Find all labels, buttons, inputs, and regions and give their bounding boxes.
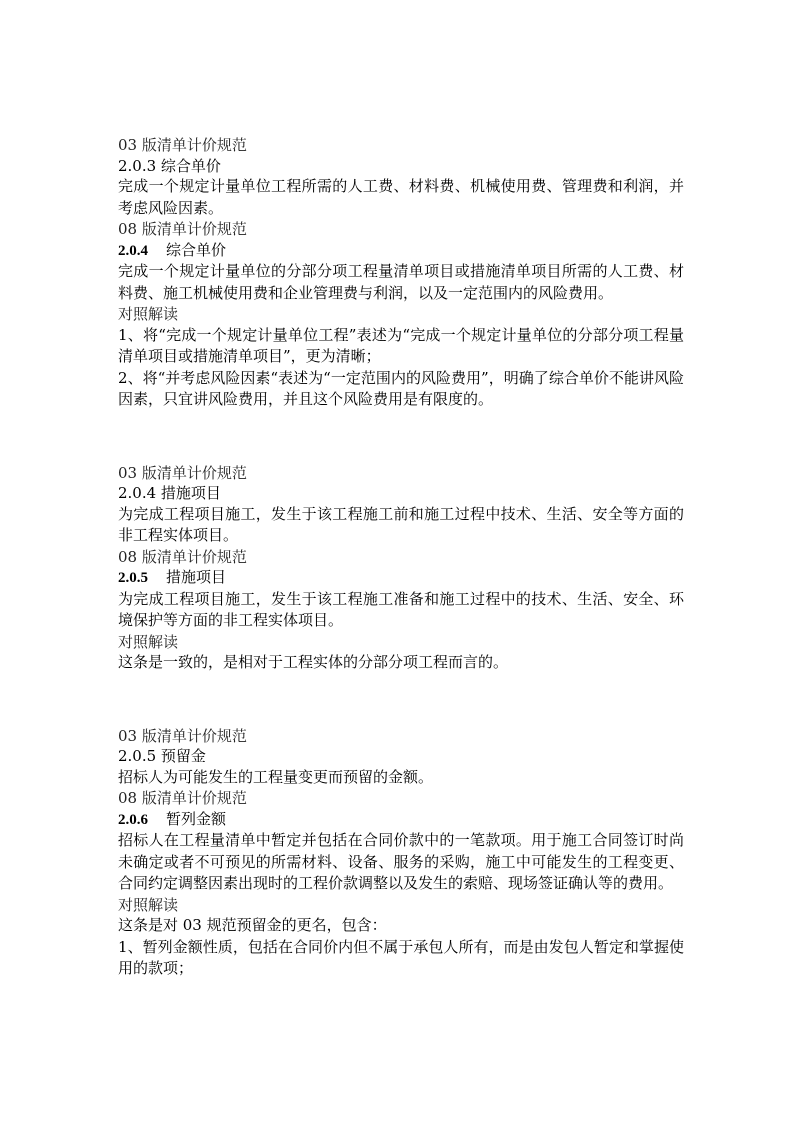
version-03-heading: 2.0.4 措施项目 <box>118 484 221 502</box>
comparison-text: 这条是一致的，是相对于工程实体的分部分项工程而言的。 <box>118 653 509 671</box>
version-08-label: 08 版清单计价规范 <box>118 547 247 566</box>
comparison-text: 1、将“完成一个规定计量单位工程”表述为“完成一个规定计量单位的分部分项工程量清单项目或措施清单项目”，更为清晰； <box>118 325 684 365</box>
document-page <box>118 135 684 980</box>
clause-number: 2.0.6 <box>118 811 148 828</box>
version-03-heading: 2.0.3 综合单价 <box>118 156 221 175</box>
comparison-label: 对照解读 <box>118 632 179 651</box>
clause-section <box>118 135 684 411</box>
version-03-label: 03 版清单计价规范 <box>118 136 247 154</box>
clause-section <box>118 726 684 980</box>
version-03-heading: 2.0.5 预留金 <box>118 747 206 765</box>
comparison-label: 对照解读 <box>118 305 179 323</box>
comparison-text: 这条是对 03 规范预留金的更名，包含： <box>118 916 387 934</box>
clause-title: 暂列金额 <box>166 809 227 828</box>
version-08-text: 招标人在工程量清单中暂定并包括在合同价款中的一笔款项。用于施工合同签订时尚未确定或者不可预见的所需材料、设备、服务的采购，施工中可能发生的工程变更、合同约定调整因素出现时的工程价款调整以及发生的索赔、现场签证确认等的费用。 <box>118 831 684 892</box>
version-08-text: 完成一个规定计量单位的分部分项工程量清单项目或措施清单项目所需的人工费、材料费、施工机械使用费和企业管理费与利润，以及一定范围内的风险费用。 <box>118 262 684 302</box>
version-03-text: 招标人为可能发生的工程量变更而预留的金额。 <box>118 767 434 786</box>
version-03-text: 完成一个规定计量单位工程所需的人工费、材料费、机械使用费、管理费和利润，并考虑风险因素。 <box>118 177 684 217</box>
version-08-label: 08 版清单计价规范 <box>118 789 247 807</box>
version-08-label: 08 版清单计价规范 <box>118 220 247 238</box>
version-08-text: 为完成工程项目施工，发生于该工程施工准备和施工过程中的技术、生活、安全、环境保护等方面的非工程实体项目。 <box>118 589 684 629</box>
clause-title: 综合单价 <box>166 240 227 259</box>
comparison-label: 对照解读 <box>118 895 179 914</box>
comparison-text: 2、将“并考虑风险因素“表述为“一定范围内的风险费用”，明确了综合单价不能讲风险因素，只宜讲风险费用，并且这个风险费用是有限度的。 <box>118 368 684 408</box>
clause-number: 2.0.5 <box>118 570 148 586</box>
version-08-heading <box>118 567 684 589</box>
clause-section <box>118 463 684 674</box>
comparison-text: 1、暂列金额性质，包括在合同价内但不属于承包人所有，而是由发包人暂定和掌握使用的款项； <box>118 937 684 977</box>
version-03-text: 为完成工程项目施工，发生于该工程施工前和施工过程中技术、生活、安全等方面的非工程实体项目。 <box>118 504 684 544</box>
version-08-heading <box>118 809 684 831</box>
clause-number: 2.0.4 <box>118 242 148 259</box>
clause-title: 措施项目 <box>166 568 227 586</box>
version-03-label: 03 版清单计价规范 <box>118 726 247 745</box>
version-08-heading <box>118 240 684 262</box>
version-03-label: 03 版清单计价规范 <box>118 463 247 482</box>
